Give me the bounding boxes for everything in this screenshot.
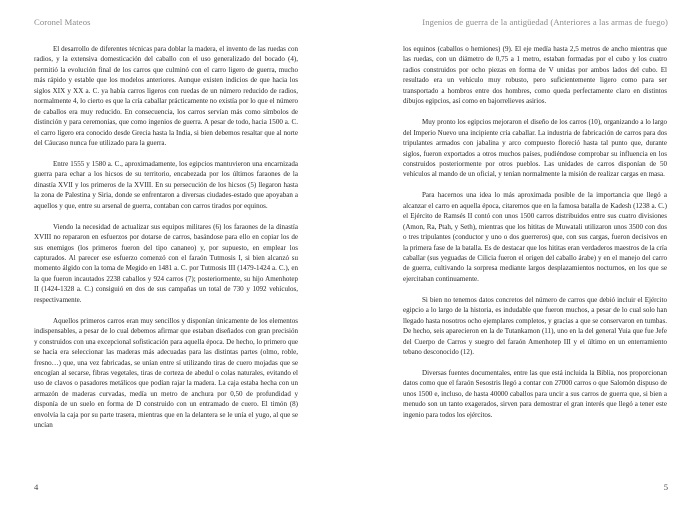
paragraph: El desarrollo de diferentes técnicas para doblar la madera, el invento de las ruedas con radios, y la extensiva domesticación del caballo con el uso generalizado del bocado (4), permitió la evolución final de los carros que culminó con el carro ligero de guerra, mucho más rápido y estable que los modelos anteriores. Aunque existen indicios de que hacia los siglos XIX y XX a. C. ya había carros ligeros con ruedas de un número reducido de radios, normalmente 4, lo cierto es que la cría caballar prácticamente no existía por lo que el número de caballos era muy reducido. En consecuencia, los carros servían más como símbolos de distinción y para ceremonias, que como ingenios de guerra. A pesar de todo, hacia 1500 a. C. el carro ligero era conocido desde Grecia hasta la India, si bien debemos resaltar que al norte del Cáucaso nunca fue utilizado para la guerra. [34, 45, 298, 148]
right-page [350, 0, 700, 514]
paragraph: Entre 1555 y 1580 a. C., aproximadamente, los egipcios mantuvieron una encarnizada guerra para echar a los hicsos de su territorio, encabezada por los últimos faraones de la dinastía XVII y los primeros de la XVIII. En su persecución de los hicsos (5) llegaron hasta la zona de Palestina y Siria, donde se enfrentaron a diversas ciudades-estado que apoyaban a aquellos y que, entre su arsenal de guerra, contaban con carros tirados por equinos. [34, 159, 298, 210]
running-head-right: Ingenios de guerra de la antigüedad (Anteriores a las armas de fuego) [422, 17, 668, 27]
paragraph: Aquellos primeros carros eran muy sencillos y disponían únicamente de los elementos indispensables, a pesar de lo cual debemos afirmar que estaban diseñados con gran precisión y construidos con una excepcional sofisticación para aquella época. De hecho, lo primero que se hacía era seleccionar las maderas más adecuadas para las distintas partes (olmo, roble, fresno…) que, una vez fabricadas, se unían entre sí utilizando tiras de cuero mojadas que se encogían al secarse, fibras vegetales, tiras de corteza de abedul o colas naturales, evitando el uso de clavos o pasadores metálicos que podían rajar la madera. La caja estaba hecha con un armazón de maderas curvadas, medía un metro de anchura por 0,50 de profundidad y disponía de un suelo en forma de D construido con un entramado de cuero. El timón (8) envolvía la caja por su parte trasera, mientras que en la delantera se le unía el yugo, al que se uncían [34, 316, 298, 430]
running-head-left: Coronel Mateos [34, 17, 91, 27]
page-number-left: 4 [34, 482, 39, 492]
right-page-text [403, 44, 667, 431]
paragraph: Diversas fuentes documentales, entre las que está incluida la Biblia, nos proporcionan datos como que el faraón Sesostris llegó a contar con 27000 carros o que Salomón dispuso de unos 1500 e, incluso, de hasta 40000 caballos para uncir a sus carros de guerra que, si bien a menudo son un tanto exagerados, sirven para demostrar el gran interés que llegó a tener este ingenio para todos los ejércitos. [403, 368, 667, 419]
paragraph-continued: los equinos (caballos o hemiones) (9). El eje medía hasta 2,5 metros de ancho mientras que las ruedas, con un diámetro de 0,75 a 1 metro, estaban formadas por el cubo y los cuatro radios construidos por ocho piezas en forma de V unidas por ambos lados del cubo. El resultado era un vehículo muy robusto, pero suficientemente ligero como para ser transportado a hombros entre dos hombres, como queda perfectamente claro en distintos dibujos egipcios, así como en bajorrelieves asirios. [403, 45, 667, 106]
paragraph: Si bien no tenemos datos concretos del número de carros que debió incluir el Ejército egipcio a lo largo de la historia, es indudable que fueron muchos, a pesar de lo cual solo han llegado hasta nosotros ocho ejemplares completos, y gracias a que se conservaron en tumbas. De hecho, seis aparecieron en la de Tutankamon (11), uno en la del general Yuia que fue Jefe del Cuerpo de Carros y suegro del faraón Amenhotep III y el último en un enterramiento tebano desconocido (12). [403, 295, 667, 357]
paragraph: Muy pronto los egipcios mejoraron el diseño de los carros (10), organizando a lo largo del Imperio Nuevo una incipiente cría caballar. La industria de fabricación de carros para dos tripulantes armados con jabalina y arco compuesto floreció hasta tal punto que, durante siglos, fueron exportados a otros muchos países, pudiéndose comprobar su influencia en los construidos posteriormente por otros pueblos. Las unidades de carros disponían de 50 vehículos al mando de un oficial, y tenían normalmente la misión de realizar cargas en masa. [403, 118, 667, 179]
left-page-text [34, 44, 298, 441]
paragraph: Viendo la necesidad de actualizar sus equipos militares (6) los faraones de la dinastía XVIII no repararon en esfuerzos por dotarse de carros, basándose para ello en copiar los de sus enemigos (los primeros fueron del tipo cananeo) y, por supuesto, en emplear los capturados. Al parecer ese esfuerzo comenzó con el faraón Tutmosis I, si bien alcanzó su momento álgido con la toma de Megido en 1481 a. C. por Tutmosis III (1479-1424 a. C.), en la que fueron incautados 2238 caballos y 924 carros (7); posteriormente, su hijo Amenhotep II (1424-1328 a. C.) consiguió en dos de sus campañas un total de 730 y 1092 vehículos, respectivamente. [34, 222, 298, 304]
paragraph: Para hacernos una idea lo más aproximada posible de la importancia que llegó a alcanzar el carro en aquella época, citaremos que en la famosa batalla de Kadesh (1238 a. C.) el Ejército de Ramsés II contó con unos 1500 carros distribuidos entre sus cuatro divisiones (Amon, Ra, Ptah, y Seth), mientras que los hititas de Muwatali utilizaron unos 3500 con dos o tres tripulantes (conductor y uno o dos guerreros) que, con sus cargas, fueron decisivos en la primera fase de la batalla. Es de destacar que los hititas eran verdaderos maestros de la cría caballar (sus yeguadas de Cilicia fueron el origen del caballo árabe) y en el manejo del carro de guerra, cultivando la sorpresa mediante largos desplazamientos nocturnos, en los que se ejercitaban continuamente. [403, 191, 667, 283]
page-number-right: 5 [663, 482, 668, 492]
